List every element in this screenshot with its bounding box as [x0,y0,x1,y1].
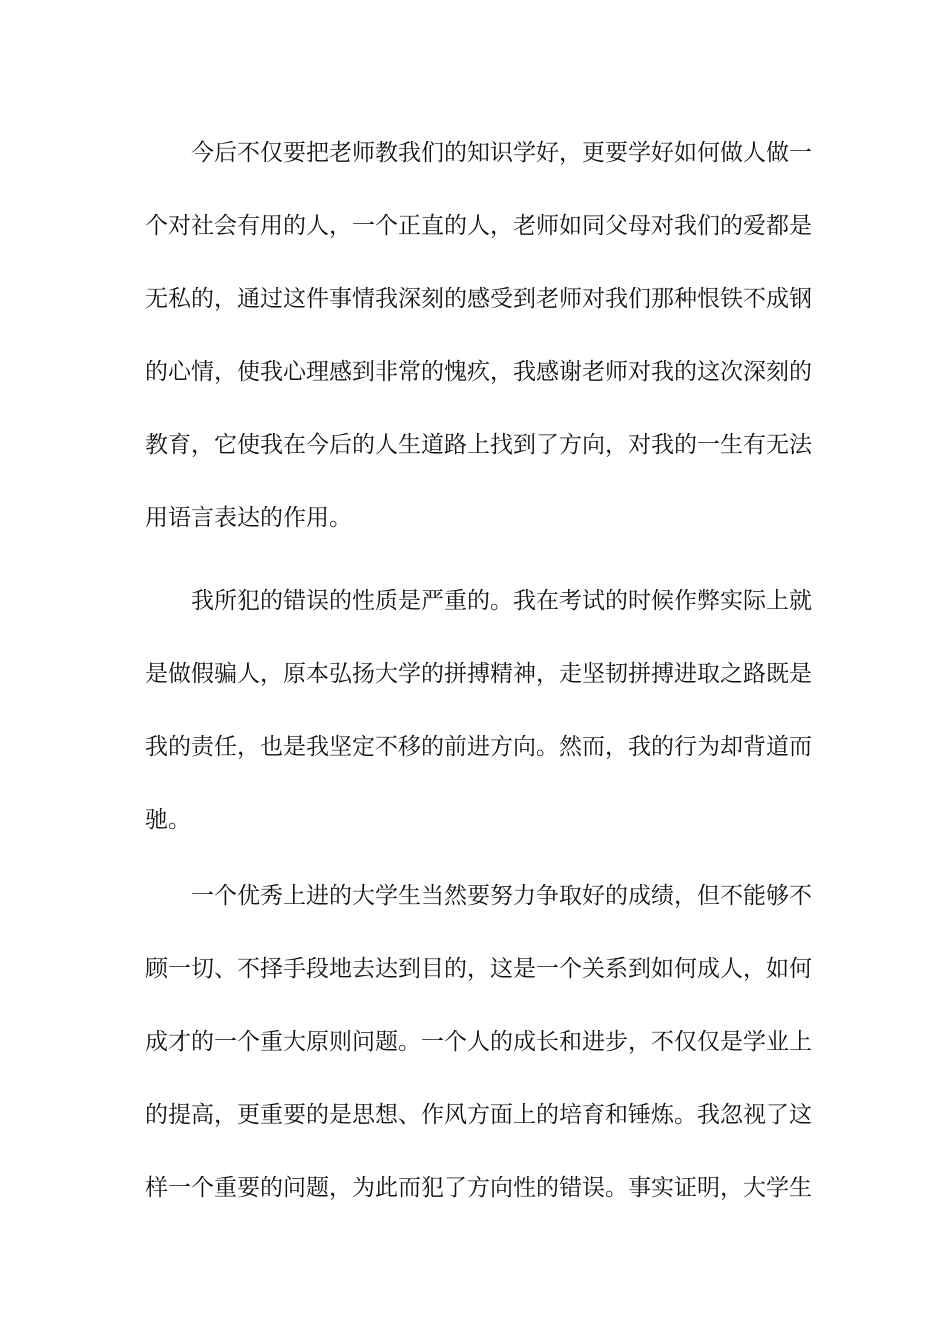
paragraph-3-line-5: 样一个重要的问题，为此而犯了方向性的错误。事实证明，大学生 [145,1175,812,1201]
paragraph-3-line-3: 成才的一个重大原则问题。一个人的成长和进步，不仅仅是学业上 [145,1029,812,1055]
paragraph-1-line-3: 无私的，通过这件事情我深刻的感受到老师对我们那种恨铁不成钢 [145,286,812,312]
paragraph-1-line-6: 用语言表达的作用。 [145,505,352,531]
paragraph-1-line-2: 个对社会有用的人，一个正直的人，老师如同父母对我们的爱都是 [145,213,812,239]
paragraph-3-line-2: 顾一切、不择手段地去达到目的，这是一个关系到如何成人，如何 [145,956,812,982]
paragraph-3-line-1: 一个优秀上进的大学生当然要努力争取好的成绩，但不能够不 [191,883,812,909]
paragraph-2-line-4: 驰。 [145,807,191,833]
paragraph-1-line-1: 今后不仅要把老师教我们的知识学好，更要学好如何做人做一 [191,140,812,166]
paragraph-3-line-4: 的提高，更重要的是思想、作风方面上的培育和锤炼。我忽视了这 [145,1102,812,1128]
paragraph-2-line-3: 我的责任，也是我坚定不移的前进方向。然而，我的行为却背道而 [145,734,812,760]
paragraph-1-line-5: 教育，它使我在今后的人生道路上找到了方向，对我的一生有无法 [145,432,812,458]
paragraph-1-line-4: 的心情，使我心理感到非常的愧疚，我感谢老师对我的这次深刻的 [145,359,812,385]
paragraph-2-line-1: 我所犯的错误的性质是严重的。我在考试的时候作弊实际上就 [191,588,812,614]
paragraph-2-line-2: 是做假骗人，原本弘扬大学的拼搏精神，走坚韧拼搏进取之路既是 [145,661,812,687]
